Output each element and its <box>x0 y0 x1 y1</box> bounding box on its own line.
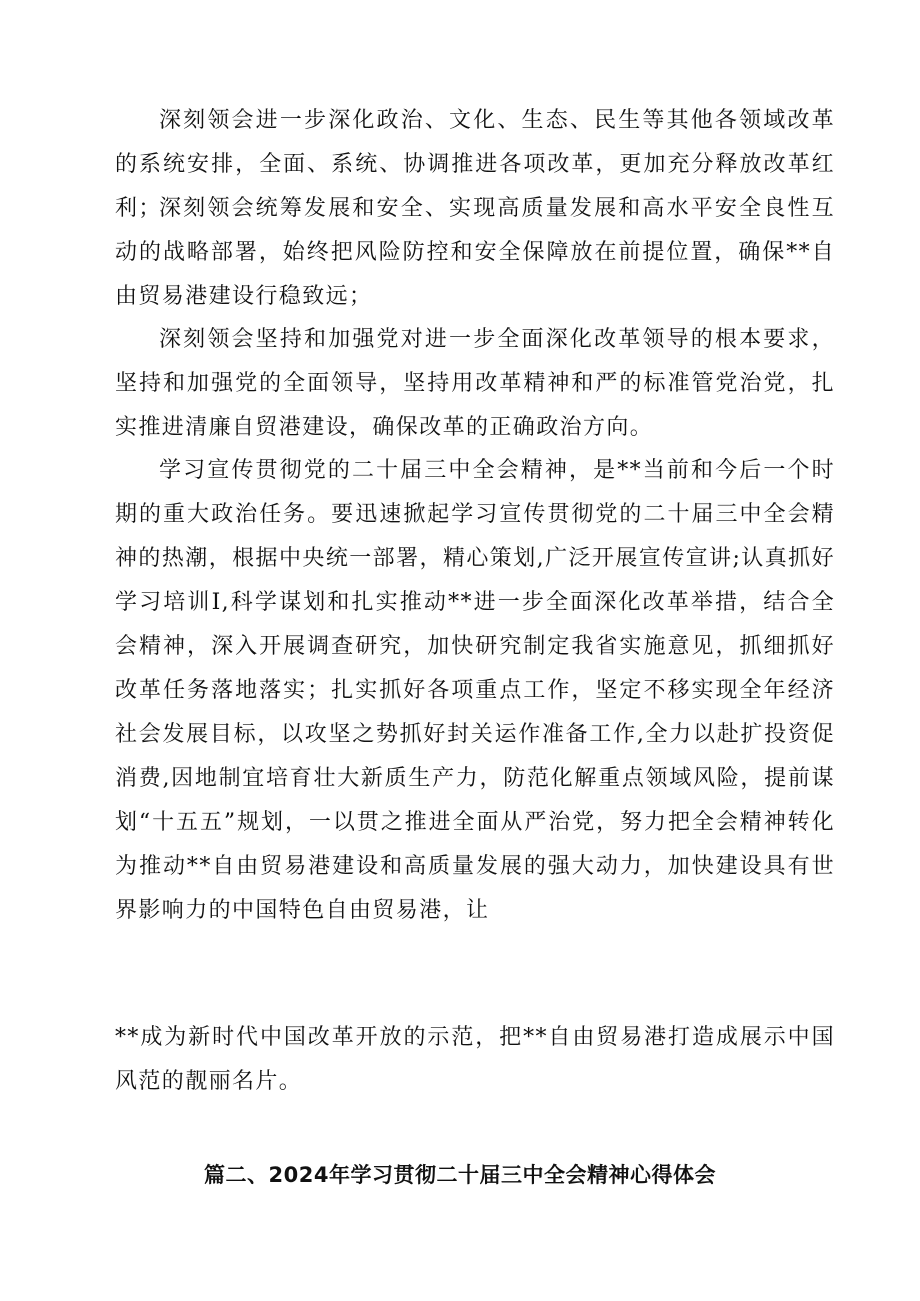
paragraph-2: 深刻领会统筹发展和安全、实现高质量发展和高水平安全良性互动的战略部署，始终把风险防控和安全保障放在前提位置，确保**自由贸易港建设行稳致远； <box>115 196 835 309</box>
section-heading: 篇二、2024年学习贯彻二十届三中全会精神心得体会 <box>204 1163 716 1187</box>
paragraph-1: 深刻领会进一步深化政治、文化、生态、民生等其他各领域改革的系统安排，全面、系统、协调推进各项改革，更加充分释放改革红利； <box>115 108 835 221</box>
paragraph-5: **成为新时代中国改革开放的示范，把**自由贸易港打造成展示中国风范的靓丽名片。 <box>115 1025 835 1094</box>
paragraph-3: 深刻领会坚持和加强党对进一步全面深化改革领导的根本要求，坚持和加强党的全面领导，坚持用改革精神和严的标准管党治党，扎实推进清廉自贸港建设，确保改革的正确政治方向。 <box>115 327 835 440</box>
paragraph-4: 学习宣传贯彻党的二十届三中全会精神，是**当前和今后一个时期的重大政治任务。要迅速掀起学习宣传贯彻党的二十届三中全会精神的热潮，根据中央统一部署，精心策划,广泛开展宣传宣讲;认真抓好学习培训I,科学谋划和扎实推动**进一步全面深化改革举措，结合全会精神，深入开展调查研究，加快研究制定我省实施意见，抓细抓好改革任务落地落实；扎实抓好各项重点工作，坚定不移实现全年经济社会发展目标，以攻坚之势抓好封关运作准备工作,全力以赴扩投资促消费,因地制宜培育壮大新质生产力，防范化解重点领域风险，提前谋划“十五五”规划，一以贯之推进全面从严治党，努力把全会精神转化为推动**自由贸易港建设和高质量发展的强大动力，加快建设具有世界影响力的中国特色自由贸易港，让 <box>115 458 835 923</box>
